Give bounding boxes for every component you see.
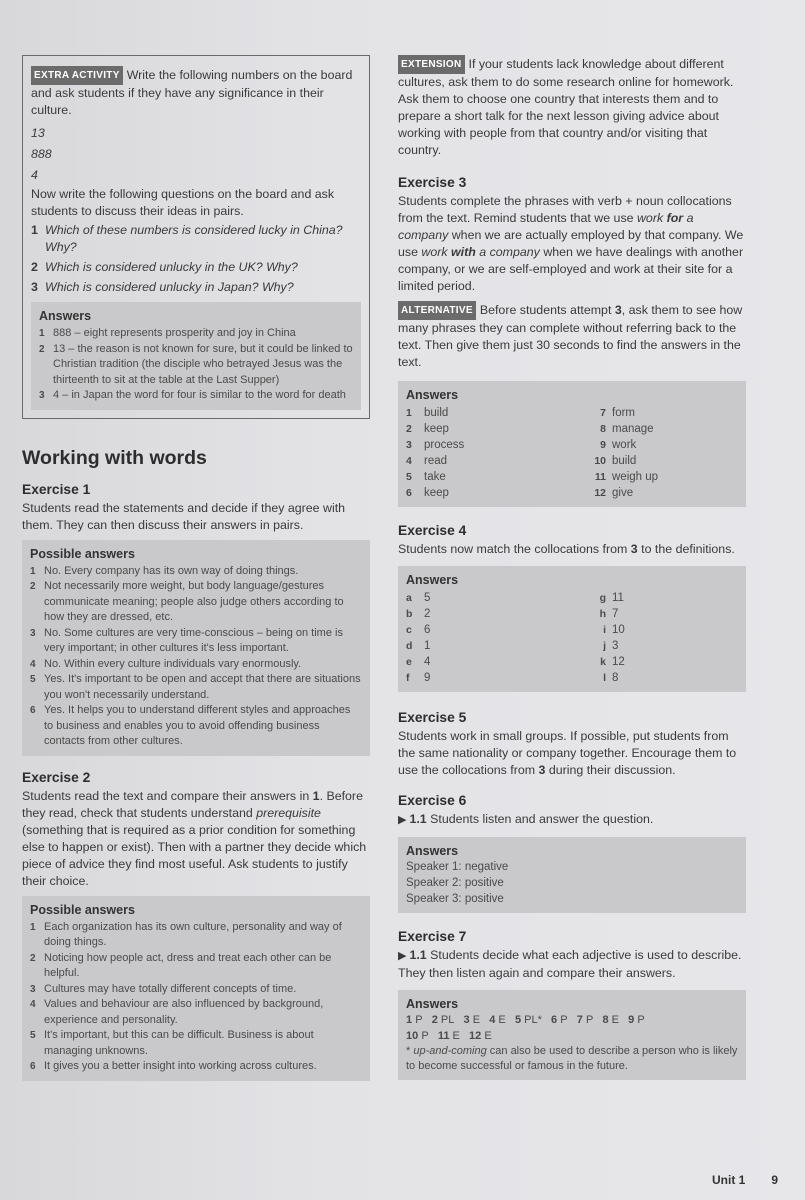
answers-heading: Answers [39,309,92,323]
audio-play-icon: ▶ [398,950,407,962]
answers-heading: Answers [406,997,459,1011]
answer-item: 2 Not necessarily more weight, but body language/gestures communicate meaning; people also judge others according to how they are dressed, etc. [30,580,344,623]
answers-note: * up-and-coming can also be used to describe a person who is likely to become successful or famous in the future. [406,1045,738,1072]
extra-activity-instruction: Now write the following questions on the board and ask students to discuss their ideas in pairs. [31,187,335,218]
answer-item: Speaker 2: positive [406,877,504,889]
answer-item: c 6 [406,624,431,636]
alternative-text: ALTERNATIVE Before students attempt 3, ask them to see how many phrases they can complete without referring back to the text. Then give them just 30 seconds to find the answers in the text. [398,303,743,369]
answer-item: 5 take [406,471,446,483]
extension-tag: EXTENSION [398,55,465,74]
answer-item: b 2 [406,608,431,620]
exercise-6-title: Exercise 6 [398,793,467,808]
answer-item: 3 Cultures may have totally different concepts of time. [30,982,297,995]
extra-activity-intro [31,66,361,119]
exercise-2-answers [22,896,370,1081]
question-item: 2 Which is considered unlucky in the UK? Why? [31,260,298,274]
answer-item: 6 Yes. It helps you to understand different styles and approaches to business and enables you to avoid offending business contacts from other cultures. [30,704,351,747]
answer-item: l 8 [603,672,619,684]
answer-item: i 10 [603,624,625,636]
answer-item: 4 No. Within every culture individuals vary enormously. [30,657,302,670]
answer-item: 1 888 – eight represents prosperity and joy in China [39,327,296,339]
question-list [31,222,361,296]
exercise-1-text: Students read the statements and decide if they agree with them. They can then discuss their answers in pairs. [22,500,346,532]
answer-item: 1 Each organization has its own culture, personality and way of doing things. [30,920,342,948]
exercise-2-text: Students read the text and compare their answers in 1. Before they read, check that students understand prerequisite (something that is required as a prior condition for something else to happen or exist). Then with a partner they decide which piece of advice they find most useful. Ask students to justify their choice. [22,788,367,888]
answer-item: 12 give [594,487,634,499]
audio-play-icon: ▶ [398,814,407,826]
answer-item: 1 No. Every company has its own way of doing things. [30,564,299,577]
exercise-3-answers [398,381,746,507]
answer-item: Speaker 3: positive [406,893,504,905]
number-item: 888 [31,147,52,161]
answers-list [30,564,362,750]
extra-activity-answers [31,302,361,410]
question-item: 1 Which of these numbers is considered lucky in China? Why? [31,223,343,254]
answers-col-right [582,405,738,501]
question-item: 3 Which is considered unlucky in Japan? Why? [31,280,294,294]
answers-list [30,920,362,1075]
answers-col-right [582,590,738,686]
answers-list [39,326,353,404]
answer-item: 5 It's important, but this can be difficult. Business is about managing unknowns. [30,1029,314,1057]
answer-item: f 9 [406,672,431,684]
answer-item: d 1 [406,640,431,652]
extension-text: EXTENSION If your students lack knowledge about different cultures, ask them to do some research online for homework. Ask them to choose one country that interests them and to prepare a short talk for the next lesson giving advice about working with people from that country and/or visiting that country. [398,57,734,157]
answer-item: Speaker 1: negative [406,861,509,873]
answer-item: 10 build [594,455,637,467]
answer-item: 6 keep [406,487,449,499]
answer-item: 3 4 – in Japan the word for four is similar to the word for death [39,389,346,401]
answers-col-left [406,590,562,686]
answer-item: k 12 [600,656,625,668]
answer-item: 8 manage [600,423,654,435]
answer-item: h 7 [599,608,619,620]
exercise-1-answers [22,540,370,756]
answer-item: 2 13 – the reason is not known for sure, but it could be linked to Christian tradition (the disciple who betrayed Jesus was the thirteenth to sit at the table at the Last Supper) [39,342,353,386]
section-title: Working with words [22,446,207,469]
answer-item: j 3 [603,640,619,652]
exercise-7-title: Exercise 7 [398,929,467,944]
exercise-5-text: Students work in small groups. If possible, put students from the same nationality or company together. Encourage them to use the collocations from 3 during their discussion. [398,729,737,777]
answers-heading: Possible answers [30,902,135,917]
exercise-4-title: Exercise 4 [398,523,467,538]
exercise-4-answers [398,566,746,692]
extra-activity-tag: EXTRA ACTIVITY [31,66,123,85]
extra-activity-intro-text: Write the following numbers on the board and ask students if they have any significance in their culture. [31,68,353,117]
right-column [398,55,746,1080]
answer-item: a 5 [406,592,431,604]
answer-item: g 11 [599,592,624,604]
answer-item: 4 read [406,455,448,467]
exercise-7-text: ▶ 1.1 Students decide what each adjective is used to describe. They then listen again and compare their answers. [398,948,742,980]
answer-item: 3 process [406,439,465,451]
number-list [31,123,361,186]
answer-item: 2 Noticing how people act, dress and treat each other can be helpful. [30,951,332,979]
exercise-7-answers [398,990,746,1080]
exercise-1-title: Exercise 1 [22,481,91,497]
number-item: 13 [31,126,45,140]
answer-item: 7 form [600,407,635,419]
answer-item: 2 keep [406,423,449,435]
answers-heading: Possible answers [30,546,135,561]
unit-label: Unit 1 [712,1173,746,1187]
number-item: 4 [31,168,38,182]
extra-activity-box [22,55,370,419]
exercise-3-text: Students complete the phrases with verb + noun collocations from the text. Remind students that we use work for a company when we are actually employed by that company. We use work with a company when we have dealings with another company, or we are self-employed and work at their site for a limited period. [398,194,744,293]
answers-heading: Answers [406,844,459,858]
answer-item: 1 build [406,407,449,419]
answers-grid [406,590,738,686]
exercise-4-text: Students now match the collocations from 3 to the definitions. [398,542,735,556]
alternative-tag: ALTERNATIVE [398,301,476,320]
page-number: 9 [771,1173,779,1187]
answers-row: 1 P 2 PL 3 E 4 E 5 PL* 6 P 7 P 8 E 9 P [406,1014,645,1026]
answers-grid [406,405,738,501]
answer-item: 9 work [600,439,637,451]
answer-item: 4 Values and behaviour are also influenced by background, experience and personality. [30,998,324,1026]
answer-item: 11 weigh up [594,471,659,483]
answer-item: 5 Yes. It's important to be open and accept that there are situations you won't necessarily understand. [30,673,361,701]
answer-item: 6 It gives you a better insight into working across cultures. [30,1060,317,1072]
answer-item: 3 No. Some cultures are very time-conscious – being on time is very important; in other cultures it's less important. [30,626,343,654]
exercise-3-title: Exercise 3 [398,175,467,190]
exercise-6-answers [398,837,746,913]
answer-item: e 4 [406,656,431,668]
answers-heading: Answers [406,573,459,587]
left-column [22,55,370,1081]
exercise-6-text: ▶ 1.1 Students listen and answer the question. [398,812,654,826]
answers-heading: Answers [406,388,459,402]
answers-col-left [406,405,562,501]
page-footer [712,1173,778,1187]
exercise-2-title: Exercise 2 [22,769,91,785]
answers-row: 10 P 11 E 12 E [406,1030,492,1042]
exercise-5-title: Exercise 5 [398,710,467,725]
